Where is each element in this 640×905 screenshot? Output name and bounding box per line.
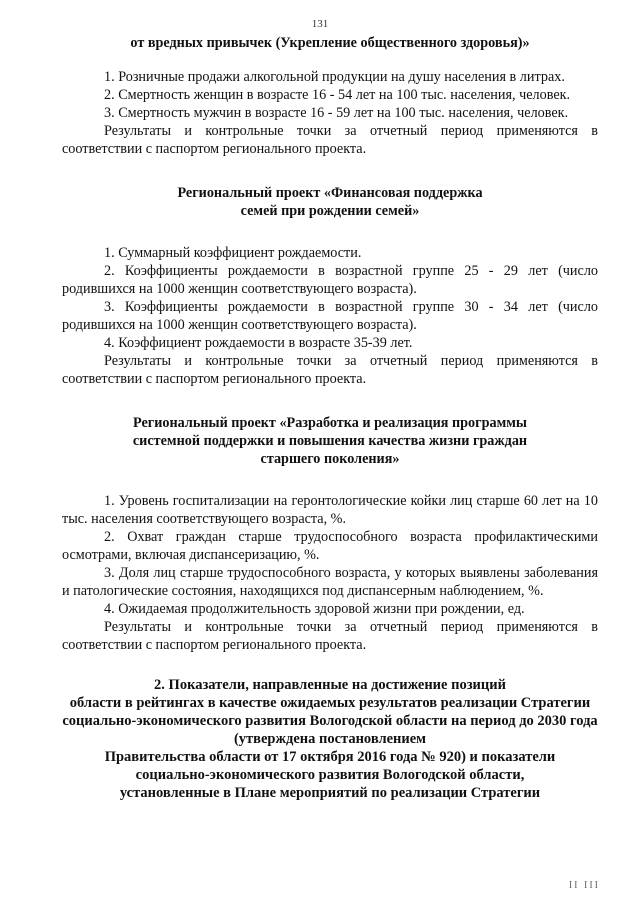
section2-item-1: 1. Суммарный коэффициент рождаемости. bbox=[104, 245, 362, 261]
block1-item-2: 2. Смертность женщин в возрасте 16 - 54 лет на 100 тыс. населения, человек. bbox=[104, 87, 571, 103]
block1-item-1: 1. Розничные продажи алкогольной продукции на душу населения в литрах. bbox=[104, 69, 565, 85]
section2-item-4: 4. Коэффициент рождаемости в возрасте 35-39 лет. bbox=[104, 335, 413, 351]
section2-list bbox=[62, 244, 598, 388]
section3-results: Результаты и контрольные точки за отчетный период применяются в соответствии с паспортом регионального проекта. bbox=[62, 619, 598, 653]
section4-title: 2. Показатели, направленные на достижение позиций области в рейтингах в качестве ожидаемых результатов реализации Стратегии социально-экономического развития Вологодской области на период до 2030 года (утверждена постановлением Правительства области от 17 октября 2016 года № 920) и показатели социально-экономического развития Вологодской области, установленные в Плане мероприятий по реализации Стратегии bbox=[62, 677, 598, 801]
section2-results: Результаты и контрольные точки за отчетный период применяются в соответствии с паспортом регионального проекта. bbox=[62, 353, 598, 387]
block1-item-3: 3. Смертность мужчин в возрасте 16 - 59 лет на 100 тыс. населения, человек. bbox=[104, 105, 569, 121]
scan-mark: II III bbox=[568, 880, 600, 891]
document-body bbox=[62, 34, 598, 802]
section2-item-3: 3. Коэффициенты рождаемости в возрастной группе 30 - 34 лет (число родившихся на 1000 женщин соответствующего возраста). bbox=[62, 299, 598, 333]
continued-title: от вредных привычек (Укрепление общественного здоровья)» bbox=[130, 35, 530, 51]
section3-item-4: 4. Ожидаемая продолжительность здоровой жизни при рождении, ед. bbox=[104, 601, 525, 617]
section2-title: Региональный проект «Финансовая поддержка семей при рождении семей» bbox=[177, 185, 483, 219]
section3-title: Региональный проект «Разработка и реализация программы системной поддержки и повышения качества жизни граждан старшего поколения» bbox=[132, 415, 528, 467]
section3-item-1: 1. Уровень госпитализации на геронтологические койки лиц старше 60 лет на 10 тыс. населения соответствующего возраста, %. bbox=[62, 493, 598, 527]
section3-item-3: 3. Доля лиц старше трудоспособного возраста, у которых выявлены заболевания и патологические состояния, находящихся под диспансерным наблюдением, %. bbox=[62, 565, 598, 599]
block1-results: Результаты и контрольные точки за отчетный период применяются в соответствии с паспортом регионального проекта. bbox=[62, 123, 598, 157]
page-number: 131 bbox=[311, 18, 329, 30]
block1 bbox=[62, 68, 598, 158]
section3-list bbox=[62, 492, 598, 654]
section3-item-2: 2. Охват граждан старше трудоспособного возраста профилактическими осмотрами, включая диспансеризацию, %. bbox=[62, 529, 598, 563]
section2-item-2: 2. Коэффициенты рождаемости в возрастной группе 25 - 29 лет (число родившихся на 1000 женщин соответствующего возраста). bbox=[62, 263, 598, 297]
